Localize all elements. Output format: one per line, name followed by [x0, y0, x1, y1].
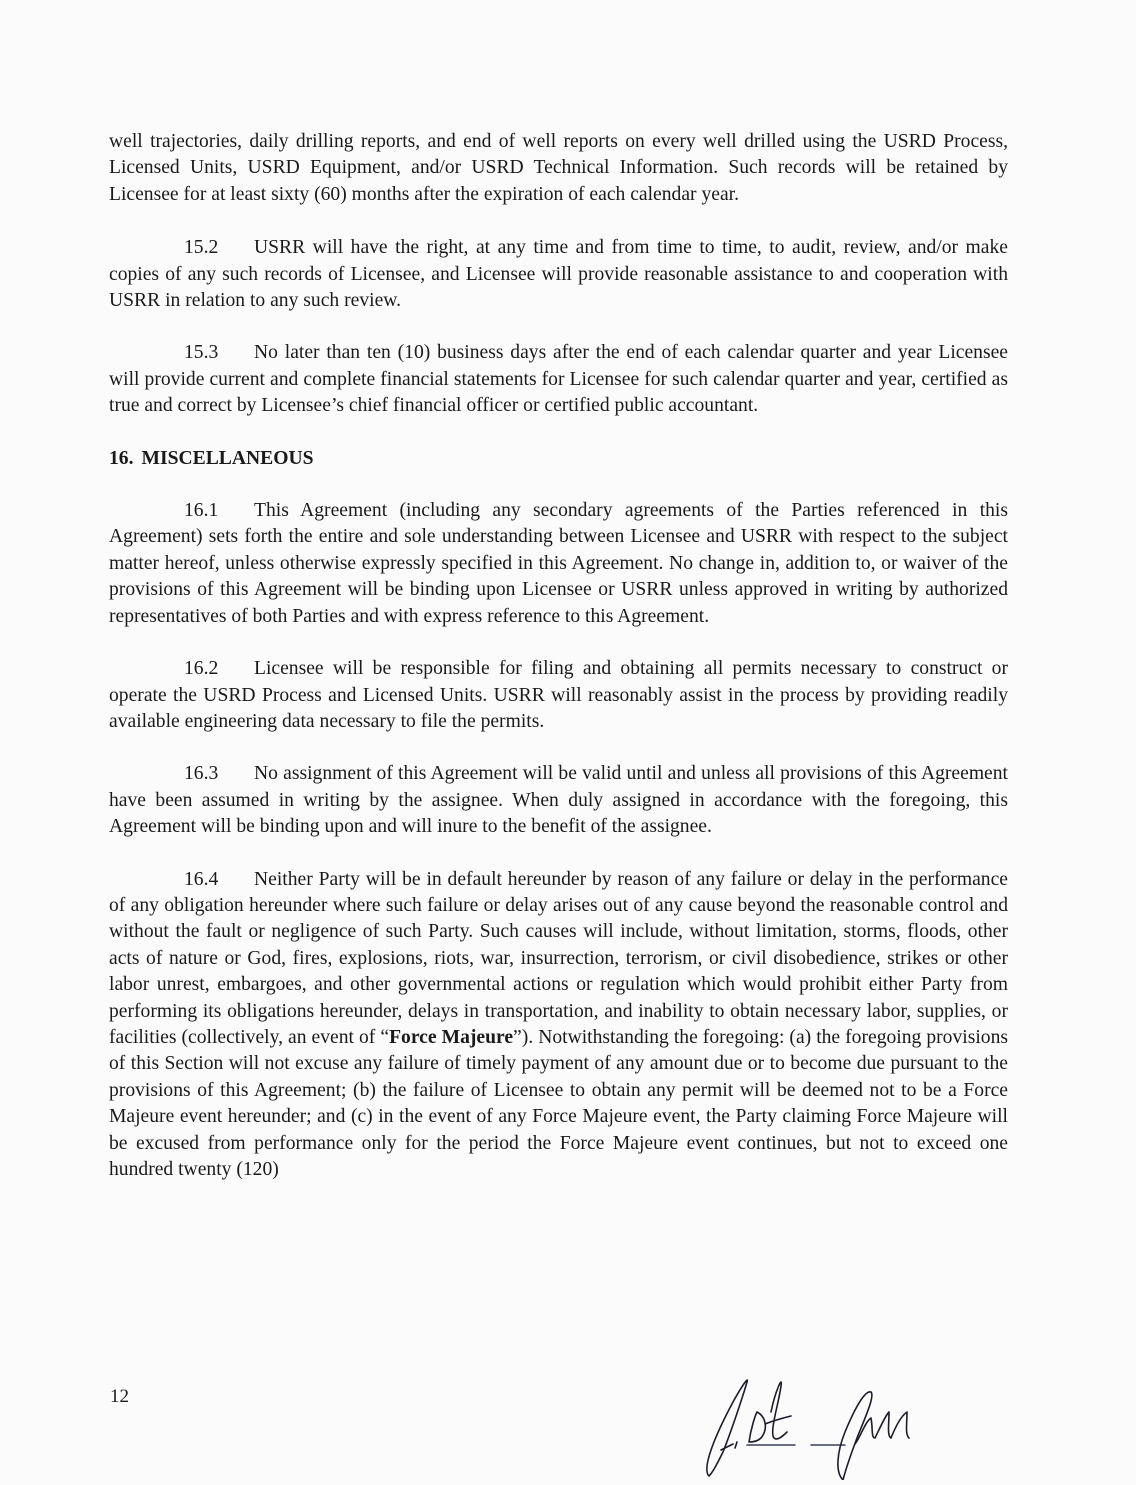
section-heading-miscellaneous: [109, 446, 1008, 472]
paragraph-16-4: [109, 867, 1008, 1184]
paragraph-text: This Agreement (including any secondary agreements of the Parties referenced in this Agreement) sets forth the entire and sole understanding between Licensee and USRR with respect to the subject matter hereof, unless otherwise expressly specified in this Agreement. No change in, addition to, or waiver of the provisions of this Agreement will be binding upon Licensee or USRR unless approved in writing by authorized representatives of both Parties and with express reference to this Agreement.: [109, 500, 1008, 627]
clause-number: 16.2: [184, 658, 219, 680]
signature-icon: [695, 1372, 1055, 1480]
clause-number: 15.3: [184, 342, 219, 364]
paragraph-15-3: [109, 340, 1008, 419]
clause-number: 16.4: [184, 868, 219, 890]
paragraph-15-2: [109, 235, 1008, 314]
paragraph-16-3: [109, 761, 1008, 840]
paragraph-16-1: [109, 498, 1008, 630]
paragraph-15-1-continuation: [109, 129, 1008, 208]
paragraph-text: Neither Party will be in default hereunder by reason of any failure or delay in the performance of any obligation hereunder where such failure or delay arises out of any cause beyond the reasonable control and without the fault or negligence of such Party. Such causes will include, without limitation, storms, floods, other acts of nature or God, fires, explosions, riots, war, insurrection, terrorism, or civil disobedience, strikes or other labor unrest, embargoes, and other governmental actions or regulation which would prohibit either Party from performing its obligations hereunder, delays in transportation, and inability to obtain necessary labor, supplies, or facilities (collectively, an event of “: [109, 868, 1008, 1048]
paragraph-text: well trajectories, daily drilling reports, and end of well reports on every well drilled using the USRD Process, Licensed Units, USRD Equipment, and/or USRD Technical Information. Such records will be retained by Licensee for at least sixty (60) months after the expiration of each calendar year.: [109, 131, 1008, 205]
paragraph-text: No assignment of this Agreement will be valid until and unless all provisions of this Agreement have been assumed in writing by the assignee. When duly assigned in accordance with the foregoing, this Agreement will be binding upon and will inure to the benefit of the assignee.: [109, 763, 1008, 838]
paragraph-text: USRR will have the right, at any time and from time to time, to audit, review, and/or make copies of any such records of Licensee, and Licensee will provide reasonable assistance to and cooperation with USRR in relation to any such review.: [109, 237, 1008, 312]
section-title: MISCELLANEOUS: [141, 447, 314, 469]
clause-number: 16.3: [184, 763, 219, 785]
paragraph-text: No later than ten (10) business days after the end of each calendar quarter and year Licensee will provide current and complete financial statements for Licensee for such calendar quarter and year, certified as true and correct by Licensee’s chief financial officer or certified public accountant.: [109, 342, 1008, 417]
document-body: [109, 129, 1008, 1209]
page-number: 12: [110, 1386, 129, 1407]
paragraph-16-2: [109, 656, 1008, 735]
paragraph-text: Licensee will be responsible for filing and obtaining all permits necessary to construct or operate the USRD Process and Licensed Units. USRR will reasonably assist in the process by providing readily available engineering data necessary to file the permits.: [109, 658, 1008, 732]
defined-term: Force Majeure: [389, 1026, 514, 1048]
paragraph-text: ”). Notwithstanding the foregoing: (a) the foregoing provisions of this Section will not excuse any failure of timely payment of any amount due or to become due pursuant to the provisions of this Agreement; (b) the failure of Licensee to obtain any permit will be deemed not to be a Force Majeure event hereunder; and (c) in the event of any Force Majeure event, the Party claiming Force Majeure will be excused from performance only for the period the Force Majeure event continues, but not to exceed one hundred twenty (120): [109, 1026, 1008, 1180]
section-number: 16.: [109, 447, 134, 469]
clause-number: 16.1: [184, 500, 219, 522]
clause-number: 15.2: [184, 237, 219, 259]
